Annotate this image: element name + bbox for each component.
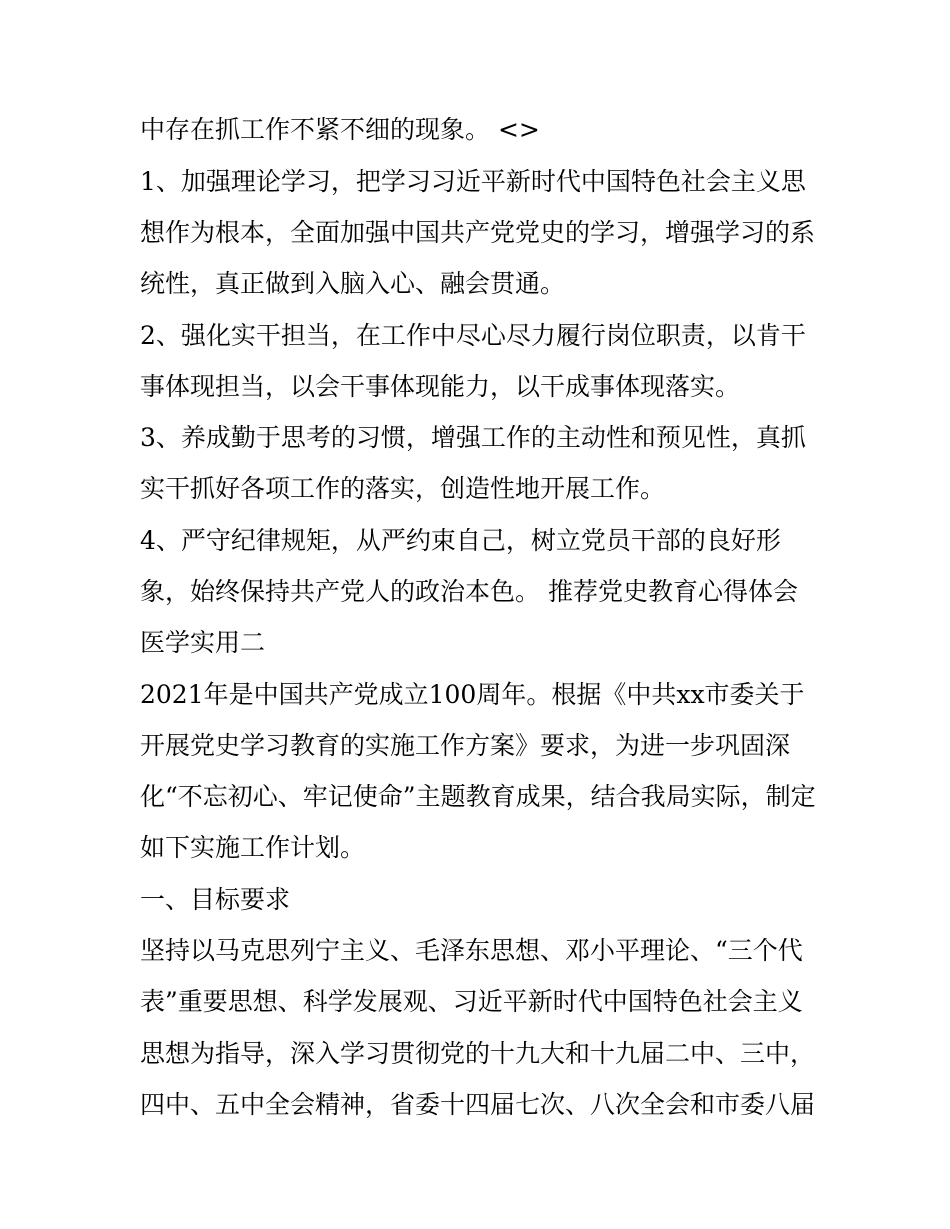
text-line: 开展党史学习教育的实施工作方案》要求，为进一步巩固深 — [140, 731, 791, 760]
text-line: 3、养成勤于思考的习惯，增强工作的主动性和预见性，真抓 — [140, 423, 806, 452]
text-line: 象，始终保持共产党人的政治本色。 推荐党史教育心得体会 — [140, 577, 798, 606]
text-line: 中存在抓工作不紧不细的现象。 <> — [140, 115, 540, 144]
text-line: 表”重要思想、科学发展观、习近平新时代中国特色社会主义 — [140, 987, 803, 1016]
text-line: 化“不忘初心、牢记使命”主题教育成果，结合我局实际，制定 — [140, 782, 816, 811]
text-line: 想作为根本，全面加强中国共产党党史的学习，增强学习的系 — [140, 218, 816, 247]
text-line: 思想为指导，深入学习贯彻党的十九大和十九届二中、三中， — [140, 1039, 816, 1068]
text-line: 4、严守纪律规矩，从严约束自己，树立党员干部的良好形 — [140, 526, 781, 555]
text-line: 事体现担当，以会干事体现能力，以干成事体现落实。 — [140, 372, 741, 401]
text-line: 坚持以马克思列宁主义、毛泽东思想、邓小平理论、“三个代 — [140, 936, 803, 965]
text-line: 1、加强理论学习，把学习习近平新时代中国特色社会主义思 — [140, 167, 806, 196]
section-heading: 一、目标要求 — [140, 885, 291, 914]
text-line: 医学实用二 — [140, 628, 266, 657]
text-line: 统性，真正做到入脑入心、融会贯通。 — [140, 269, 566, 298]
text-line: 2、强化实干担当，在工作中尽心尽力履行岗位职责，以肯干 — [140, 321, 806, 350]
text-line: 实干抓好各项工作的落实，创造性地开展工作。 — [140, 474, 666, 503]
text-line: 四中、五中全会精神，省委十四届七次、八次全会和市委八届 — [140, 1090, 816, 1119]
text-line: 如下实施工作计划。 — [140, 833, 366, 862]
text-line: 2021年是中国共产党成立100周年。根据《中共xx市委关于 — [140, 680, 805, 709]
